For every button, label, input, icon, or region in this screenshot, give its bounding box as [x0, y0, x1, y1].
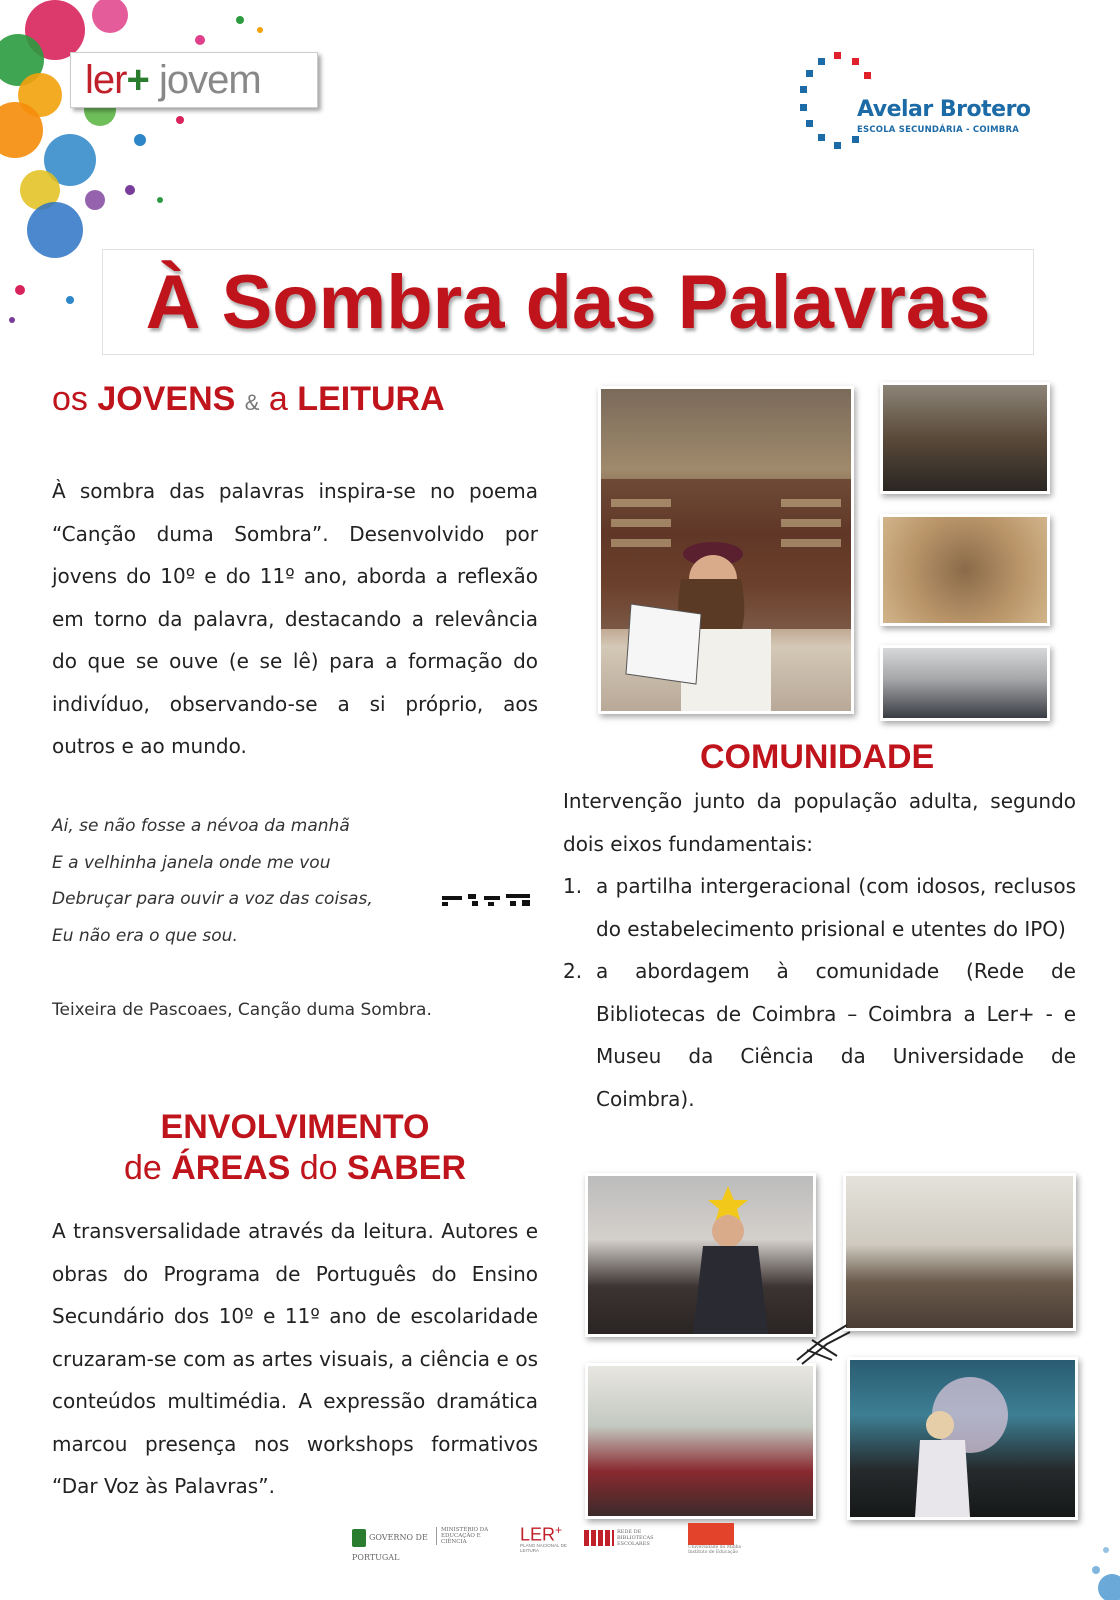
heading-word-de: de: [123, 1149, 162, 1187]
heading-word-comunidade: COMUNIDADE: [700, 738, 935, 776]
photo-girl-star-hat-art: [588, 1176, 813, 1334]
heading-word-do: do: [299, 1149, 338, 1187]
section-areas-body: A transversalidade através da leitura. Autores e obras do Programa de Português do Ensino Secundário dos 10º e 11º ano de escolaridade cruzaram-se com as artes visuais, a ciência e os conteúdos multimédia. A expressão dramática marcou presença nos workshops formativos “Dar Voz às Palavras”.: [52, 1219, 538, 1498]
comunidade-list: [563, 865, 1076, 1120]
poem-line: E a velhinha janela onde me vou: [52, 852, 331, 873]
photo-audience-room: [843, 1173, 1076, 1331]
ministerio-logo: MINISTÉRIO DA EDUCAÇÃO E CIÊNCIA: [436, 1527, 507, 1545]
list-item-number: 1.: [563, 874, 583, 898]
paint-splash-corner: [1076, 1510, 1120, 1600]
rbe-mark-icon: [584, 1530, 614, 1546]
heading-ampersand: &: [244, 390, 260, 415]
heading-word-jovens: JOVENS: [97, 380, 236, 418]
section-jovens-body: À sombra das palavras inspira-se no poema “Canção duma Sombra”. Desenvolvido por jovens do 10º e do 11º ano, aborda a reflexão em torno da palavra, destacando a relevância do que se ouve (e se lê) para a formação do indivíduo, observando-se a si próprio, aos outros e ao mundo.: [52, 479, 538, 758]
logo-plus-text: +: [126, 57, 149, 102]
section-areas-heading-line2: [52, 1149, 538, 1188]
heading-word-areas: ÁREAS: [171, 1149, 291, 1187]
photo-elderly-reading: [585, 1363, 816, 1519]
section-jovens-heading: [52, 380, 445, 419]
section-comunidade-body: [563, 780, 1076, 1120]
heading-word-saber: SABER: [347, 1149, 467, 1187]
governo-portugal-logo: [352, 1527, 434, 1566]
pnl-text: LER: [520, 1524, 556, 1545]
photo-science-museum: [847, 1357, 1078, 1520]
photo-group-floor: [880, 514, 1050, 626]
list-item: [563, 865, 1076, 950]
pnl-subtitle: PLANO NACIONAL DE LEITURA: [520, 1543, 567, 1554]
photo-girl-reading-art: [601, 389, 851, 711]
pnl-logo: [520, 1523, 580, 1553]
uminho-logo: [688, 1523, 758, 1555]
poem-line: Debruçar para ouvir a voz das coisas,: [52, 889, 373, 909]
list-item-text: a partilha intergeracional (com idosos, reclusos do estabelecimento prisional e utentes do IPO): [596, 874, 1076, 941]
rbe-text: REDE DE BIBLIOTECAS ESCOLARES: [617, 1528, 654, 1547]
school-subtitle: ESCOLA SECUNDÁRIA - COIMBRA: [857, 125, 1019, 135]
heading-word-leitura: LEITURA: [297, 380, 445, 418]
poem-attribution: Teixeira de Pascoaes, Canção duma Sombra.: [52, 1000, 432, 1020]
comunidade-intro: Intervenção junto da população adulta, segundo dois eixos fundamentais:: [563, 789, 1076, 856]
photo-girl-star-hat: [585, 1173, 816, 1337]
logo-ler-text: ler: [85, 57, 127, 102]
uminho-text: Universidade do Minho: [688, 1545, 742, 1550]
title-banner: [102, 249, 1034, 355]
gramophone-sketch-icon: [792, 1320, 854, 1368]
poem-line: Eu não era o que sou.: [52, 925, 238, 946]
photo-market-stall: [880, 382, 1050, 494]
list-item-text: a abordagem à comunidade (Rede de Bibliotecas de Coimbra – Coimbra a Ler+ - e Museu da Ciência da Universidade de Coimbra).: [596, 959, 1076, 1111]
uminho-mark-icon: [688, 1523, 734, 1545]
poem-block: [52, 808, 452, 954]
heading-word-envolvimento: ENVOLVIMENTO: [160, 1108, 430, 1146]
portugal-flag-icon: [352, 1529, 366, 1547]
ler-jovem-logo: [70, 52, 318, 108]
section-comunidade-heading: [700, 738, 934, 777]
page-title: À Sombra das Palavras: [145, 259, 991, 345]
photo-science-museum-art: [850, 1360, 1075, 1517]
list-item-number: 2.: [563, 959, 583, 983]
section-areas-heading-line1: [52, 1108, 538, 1147]
governo-text: GOVERNO DE PORTUGAL: [352, 1533, 428, 1562]
photo-group-standing: [880, 645, 1050, 721]
heading-word-a: a: [268, 380, 288, 418]
school-name: Avelar Brotero: [857, 97, 1031, 122]
heading-word-os: os: [52, 380, 88, 418]
rbe-logo: [584, 1527, 670, 1547]
logo-jovem-text: jovem: [158, 57, 261, 102]
photo-girl-reading: [598, 386, 854, 714]
uminho-subtitle: Instituto de Educação: [688, 1550, 739, 1555]
pnl-plus-text: +: [555, 1523, 563, 1537]
poem-line: Ai, se não fosse a névoa da manhã: [52, 816, 350, 836]
qr-code-fragment: [442, 894, 532, 906]
list-item: [563, 950, 1076, 1120]
